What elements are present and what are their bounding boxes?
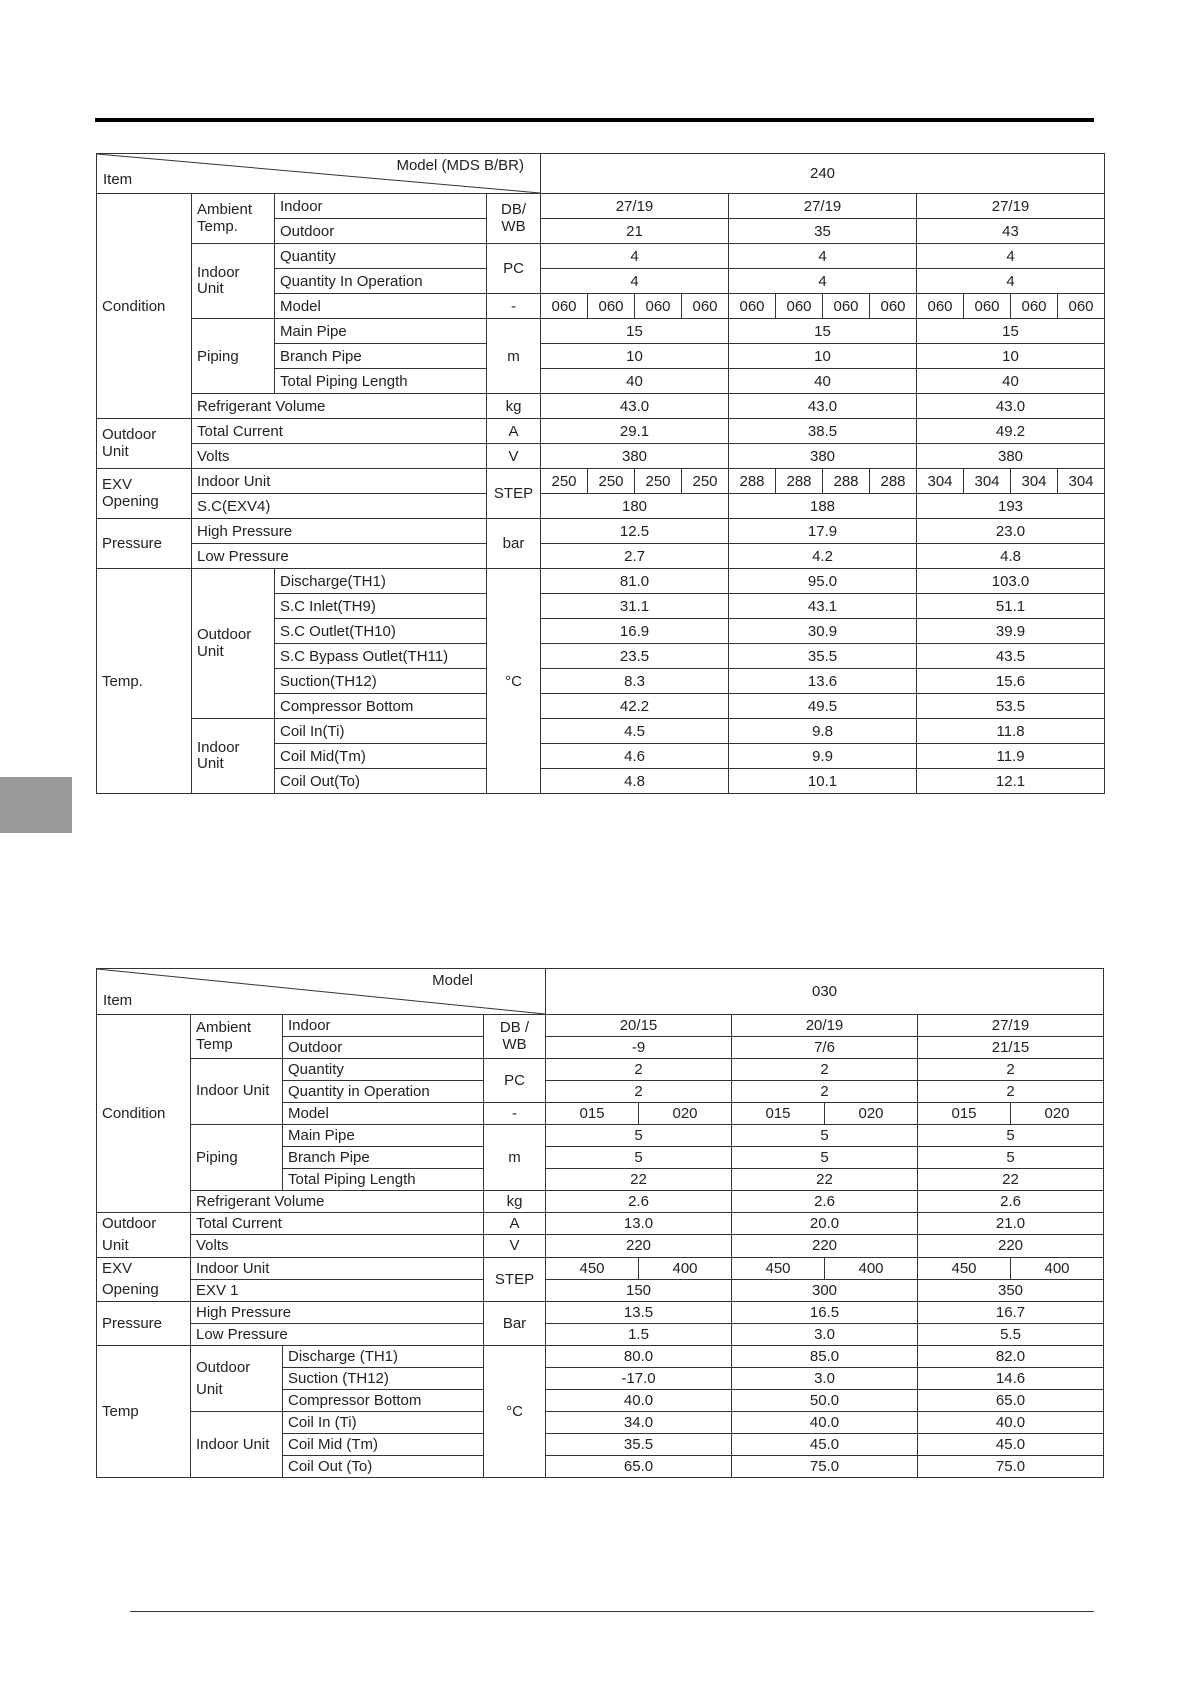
temp-value: 4.6 xyxy=(541,744,729,769)
pressure-label: Pressure xyxy=(97,519,192,569)
model-cell: 015 xyxy=(918,1103,1011,1125)
model-cell: 060 xyxy=(635,294,682,319)
total-piping-value: 22 xyxy=(918,1169,1104,1191)
temp-value: 51.1 xyxy=(917,594,1105,619)
low-pressure-label: Low Pressure xyxy=(191,1324,484,1346)
volts-label: Volts xyxy=(191,1235,484,1257)
temp-value: 31.1 xyxy=(541,594,729,619)
temp-indoor-unit-label: Indoor Unit xyxy=(191,1412,283,1478)
item-label: Item xyxy=(103,171,133,188)
sc-exv4-label: S.C(EXV4) xyxy=(192,494,487,519)
high-pressure-value: 13.5 xyxy=(546,1302,732,1324)
refrigerant-value: 43.0 xyxy=(541,394,729,419)
deg-c-unit: °C xyxy=(487,569,541,794)
ambient-outdoor-value: -9 xyxy=(546,1037,732,1059)
main-pipe-value: 5 xyxy=(918,1125,1104,1147)
branch-pipe-value: 10 xyxy=(917,344,1105,369)
branch-pipe-value: 10 xyxy=(729,344,917,369)
temp-value: 9.8 xyxy=(729,719,917,744)
item-model-header xyxy=(97,969,546,1015)
total-piping-label: Total Piping Length xyxy=(275,369,487,394)
total-current-value: 29.1 xyxy=(541,419,729,444)
kg-unit: kg xyxy=(484,1191,546,1213)
temp-outdoor-unit-label: Outdoor Unit xyxy=(192,569,275,719)
volts-value: 380 xyxy=(729,444,917,469)
main-pipe-label: Main Pipe xyxy=(283,1125,484,1147)
exv1-value: 150 xyxy=(546,1279,732,1301)
volts-label: Volts xyxy=(192,444,487,469)
temp-value: 11.9 xyxy=(917,744,1105,769)
temp-value: 40.0 xyxy=(546,1390,732,1412)
indoor-unit-label: Indoor Unit xyxy=(192,244,275,319)
performance-table-030 xyxy=(96,968,1104,1478)
model-label: Model xyxy=(432,972,473,989)
main-pipe-value: 15 xyxy=(917,319,1105,344)
quantity-value: 4 xyxy=(729,244,917,269)
total-current-value: 20.0 xyxy=(732,1213,918,1235)
ambient-outdoor-value: 35 xyxy=(729,219,917,244)
high-pressure-value: 12.5 xyxy=(541,519,729,544)
model-cell: 060 xyxy=(682,294,729,319)
sc-exv4-value: 188 xyxy=(729,494,917,519)
temp-value: 42.2 xyxy=(541,694,729,719)
piping-label: Piping xyxy=(191,1125,283,1191)
temp-value: 34.0 xyxy=(546,1412,732,1434)
top-rule xyxy=(95,118,1094,122)
temp-value: 4.5 xyxy=(541,719,729,744)
temp-value: 53.5 xyxy=(917,694,1105,719)
item-label: Item xyxy=(103,992,133,1009)
step-unit: STEP xyxy=(484,1257,546,1302)
outdoor-label: Outdoor xyxy=(283,1037,484,1059)
temp-value: 11.8 xyxy=(917,719,1105,744)
temp-value: 16.9 xyxy=(541,619,729,644)
quantity-operation-label: Quantity in Operation xyxy=(283,1081,484,1103)
model-cell: 015 xyxy=(732,1103,825,1125)
temp-row-label: Suction(TH12) xyxy=(275,669,487,694)
ambient-outdoor-value: 21 xyxy=(541,219,729,244)
volts-value: 220 xyxy=(546,1235,732,1257)
refrigerant-volume-label: Refrigerant Volume xyxy=(192,394,487,419)
temp-value: 80.0 xyxy=(546,1346,732,1368)
exv-opening-label: EXV Opening xyxy=(97,1257,191,1302)
ambient-outdoor-value: 7/6 xyxy=(732,1037,918,1059)
low-pressure-value: 2.7 xyxy=(541,544,729,569)
outdoor-label: Outdoor xyxy=(275,219,487,244)
total-current-value: 21.0 xyxy=(918,1213,1104,1235)
temp-value: 13.6 xyxy=(729,669,917,694)
bottom-rule xyxy=(130,1611,1094,1612)
sc-exv4-value: 180 xyxy=(541,494,729,519)
quantity-value: 2 xyxy=(546,1059,732,1081)
exv-cell: 250 xyxy=(635,469,682,494)
model-value: 240 xyxy=(541,154,1105,194)
temp-row-label: Compressor Bottom xyxy=(275,694,487,719)
temp-row-label: Coil In(Ti) xyxy=(275,719,487,744)
temp-value: 85.0 xyxy=(732,1346,918,1368)
exv1-label: EXV 1 xyxy=(191,1279,484,1301)
temp-row-label: Coil Out (To) xyxy=(283,1456,484,1478)
ambient-indoor-value: 27/19 xyxy=(917,194,1105,219)
total-current-label: Total Current xyxy=(192,419,487,444)
model-label: Model (MDS B/BR) xyxy=(396,157,524,174)
ambient-outdoor-value: 43 xyxy=(917,219,1105,244)
pc-unit: PC xyxy=(484,1059,546,1103)
quantity-operation-value: 4 xyxy=(917,269,1105,294)
exv-cell: 450 xyxy=(732,1257,825,1279)
kg-unit: kg xyxy=(487,394,541,419)
temp-value: 14.6 xyxy=(918,1368,1104,1390)
refrigerant-value: 2.6 xyxy=(918,1191,1104,1213)
ambient-indoor-value: 20/19 xyxy=(732,1015,918,1037)
performance-table-240 xyxy=(96,153,1105,794)
exv-indoor-label: Indoor Unit xyxy=(191,1257,484,1279)
temp-row-label: Coil Out(To) xyxy=(275,769,487,794)
temp-outdoor-unit-label: Outdoor Unit xyxy=(191,1346,283,1412)
ambient-indoor-value: 27/19 xyxy=(729,194,917,219)
quantity-value: 2 xyxy=(918,1059,1104,1081)
temp-value: -17.0 xyxy=(546,1368,732,1390)
m-unit: m xyxy=(487,319,541,394)
refrigerant-value: 2.6 xyxy=(732,1191,918,1213)
refrigerant-value: 2.6 xyxy=(546,1191,732,1213)
model-cell: 020 xyxy=(825,1103,918,1125)
model-cell: 060 xyxy=(870,294,917,319)
temp-row-label: Coil Mid (Tm) xyxy=(283,1434,484,1456)
a-unit: A xyxy=(487,419,541,444)
condition-label: Condition xyxy=(97,194,192,419)
model-cell: 060 xyxy=(1011,294,1058,319)
temp-indoor-unit-label: Indoor Unit xyxy=(192,719,275,794)
refrigerant-volume-label: Refrigerant Volume xyxy=(191,1191,484,1213)
side-tab xyxy=(0,777,72,833)
low-pressure-value: 4.2 xyxy=(729,544,917,569)
low-pressure-value: 3.0 xyxy=(732,1324,918,1346)
branch-pipe-value: 5 xyxy=(918,1147,1104,1169)
model-cell: 060 xyxy=(964,294,1011,319)
model-cell: 015 xyxy=(546,1103,639,1125)
exv-cell: 400 xyxy=(639,1257,732,1279)
temp-row-label: S.C Outlet(TH10) xyxy=(275,619,487,644)
ambient-temp-label: Ambient Temp xyxy=(191,1015,283,1059)
ambient-indoor-value: 20/15 xyxy=(546,1015,732,1037)
model-row-label: Model xyxy=(283,1103,484,1125)
dbwb-unit: DB/ WB xyxy=(487,194,541,244)
deg-c-unit: °C xyxy=(484,1346,546,1478)
total-piping-value: 40 xyxy=(541,369,729,394)
temp-value: 30.9 xyxy=(729,619,917,644)
temp-row-label: Compressor Bottom xyxy=(283,1390,484,1412)
quantity-operation-label: Quantity In Operation xyxy=(275,269,487,294)
exv-cell: 400 xyxy=(1011,1257,1104,1279)
exv-cell: 250 xyxy=(682,469,729,494)
temp-row-label: S.C Inlet(TH9) xyxy=(275,594,487,619)
indoor-label: Indoor xyxy=(283,1015,484,1037)
exv-cell: 304 xyxy=(1011,469,1058,494)
exv-cell: 450 xyxy=(546,1257,639,1279)
low-pressure-value: 1.5 xyxy=(546,1324,732,1346)
model-cell: 060 xyxy=(776,294,823,319)
main-pipe-value: 5 xyxy=(546,1125,732,1147)
temp-value: 82.0 xyxy=(918,1346,1104,1368)
outdoor-unit-label: Outdoor Unit xyxy=(97,1213,191,1258)
branch-pipe-value: 5 xyxy=(732,1147,918,1169)
temp-value: 8.3 xyxy=(541,669,729,694)
ambient-temp-label: Ambient Temp. xyxy=(192,194,275,244)
main-pipe-value: 15 xyxy=(729,319,917,344)
volts-value: 220 xyxy=(732,1235,918,1257)
temp-value: 50.0 xyxy=(732,1390,918,1412)
total-current-value: 49.2 xyxy=(917,419,1105,444)
temp-value: 103.0 xyxy=(917,569,1105,594)
quantity-operation-value: 2 xyxy=(732,1081,918,1103)
quantity-label: Quantity xyxy=(283,1059,484,1081)
temp-row-label: Discharge(TH1) xyxy=(275,569,487,594)
step-unit: STEP xyxy=(487,469,541,519)
exv-indoor-label: Indoor Unit xyxy=(192,469,487,494)
temp-value: 81.0 xyxy=(541,569,729,594)
quantity-operation-value: 4 xyxy=(729,269,917,294)
exv-cell: 304 xyxy=(964,469,1011,494)
total-piping-label: Total Piping Length xyxy=(283,1169,484,1191)
pressure-label: Pressure xyxy=(97,1302,191,1346)
a-unit: A xyxy=(484,1213,546,1235)
volts-value: 380 xyxy=(917,444,1105,469)
quantity-operation-value: 2 xyxy=(918,1081,1104,1103)
low-pressure-label: Low Pressure xyxy=(192,544,487,569)
exv-cell: 288 xyxy=(776,469,823,494)
temp-row-label: S.C Bypass Outlet(TH11) xyxy=(275,644,487,669)
dash-unit: - xyxy=(487,294,541,319)
v-unit: V xyxy=(487,444,541,469)
indoor-label: Indoor xyxy=(275,194,487,219)
low-pressure-value: 5.5 xyxy=(918,1324,1104,1346)
quantity-value: 4 xyxy=(541,244,729,269)
temp-value: 75.0 xyxy=(918,1456,1104,1478)
exv-cell: 288 xyxy=(870,469,917,494)
ambient-indoor-value: 27/19 xyxy=(541,194,729,219)
total-piping-value: 40 xyxy=(729,369,917,394)
temp-label: Temp. xyxy=(97,569,192,794)
total-piping-value: 22 xyxy=(732,1169,918,1191)
temp-value: 39.9 xyxy=(917,619,1105,644)
temp-value: 12.1 xyxy=(917,769,1105,794)
main-pipe-value: 15 xyxy=(541,319,729,344)
v-unit: V xyxy=(484,1235,546,1257)
model-cell: 060 xyxy=(823,294,870,319)
bar-unit: Bar xyxy=(484,1302,546,1346)
model-cell: 020 xyxy=(639,1103,732,1125)
total-current-value: 13.0 xyxy=(546,1213,732,1235)
temp-value: 40.0 xyxy=(732,1412,918,1434)
main-pipe-value: 5 xyxy=(732,1125,918,1147)
volts-value: 380 xyxy=(541,444,729,469)
temp-value: 3.0 xyxy=(732,1368,918,1390)
temp-row-label: Coil Mid(Tm) xyxy=(275,744,487,769)
ambient-indoor-value: 27/19 xyxy=(918,1015,1104,1037)
exv-cell: 400 xyxy=(825,1257,918,1279)
exv-cell: 250 xyxy=(588,469,635,494)
exv-opening-label: EXV Opening xyxy=(97,469,192,519)
temp-value: 75.0 xyxy=(732,1456,918,1478)
m-unit: m xyxy=(484,1125,546,1191)
branch-pipe-value: 10 xyxy=(541,344,729,369)
temp-value: 35.5 xyxy=(729,644,917,669)
temp-value: 43.5 xyxy=(917,644,1105,669)
quantity-operation-value: 2 xyxy=(546,1081,732,1103)
branch-pipe-label: Branch Pipe xyxy=(275,344,487,369)
temp-row-label: Discharge (TH1) xyxy=(283,1346,484,1368)
refrigerant-value: 43.0 xyxy=(917,394,1105,419)
total-piping-value: 40 xyxy=(917,369,1105,394)
high-pressure-value: 17.9 xyxy=(729,519,917,544)
model-value: 030 xyxy=(546,969,1104,1015)
item-model-header xyxy=(97,154,541,194)
model-cell: 060 xyxy=(917,294,964,319)
high-pressure-label: High Pressure xyxy=(191,1302,484,1324)
refrigerant-value: 43.0 xyxy=(729,394,917,419)
high-pressure-value: 16.5 xyxy=(732,1302,918,1324)
exv-cell: 288 xyxy=(729,469,776,494)
high-pressure-value: 23.0 xyxy=(917,519,1105,544)
exv1-value: 300 xyxy=(732,1279,918,1301)
temp-value: 40.0 xyxy=(918,1412,1104,1434)
exv1-value: 350 xyxy=(918,1279,1104,1301)
high-pressure-value: 16.7 xyxy=(918,1302,1104,1324)
model-cell: 060 xyxy=(1058,294,1105,319)
temp-value: 45.0 xyxy=(732,1434,918,1456)
piping-label: Piping xyxy=(192,319,275,394)
ambient-outdoor-value: 21/15 xyxy=(918,1037,1104,1059)
temp-value: 15.6 xyxy=(917,669,1105,694)
quantity-value: 4 xyxy=(917,244,1105,269)
dbwb-unit: DB / WB xyxy=(484,1015,546,1059)
exv-cell: 250 xyxy=(541,469,588,494)
temp-value: 65.0 xyxy=(918,1390,1104,1412)
branch-pipe-value: 5 xyxy=(546,1147,732,1169)
exv-cell: 288 xyxy=(823,469,870,494)
dash-unit: - xyxy=(484,1103,546,1125)
total-current-label: Total Current xyxy=(191,1213,484,1235)
temp-row-label: Suction (TH12) xyxy=(283,1368,484,1390)
model-cell: 020 xyxy=(1011,1103,1104,1125)
quantity-operation-value: 4 xyxy=(541,269,729,294)
temp-value: 4.8 xyxy=(541,769,729,794)
temp-value: 10.1 xyxy=(729,769,917,794)
model-row-label: Model xyxy=(275,294,487,319)
quantity-value: 2 xyxy=(732,1059,918,1081)
temp-value: 45.0 xyxy=(918,1434,1104,1456)
temp-value: 23.5 xyxy=(541,644,729,669)
main-pipe-label: Main Pipe xyxy=(275,319,487,344)
indoor-unit-label: Indoor Unit xyxy=(191,1059,283,1125)
exv-cell: 304 xyxy=(917,469,964,494)
model-cell: 060 xyxy=(541,294,588,319)
temp-value: 35.5 xyxy=(546,1434,732,1456)
temp-row-label: Coil In (Ti) xyxy=(283,1412,484,1434)
temp-value: 95.0 xyxy=(729,569,917,594)
total-piping-value: 22 xyxy=(546,1169,732,1191)
high-pressure-label: High Pressure xyxy=(192,519,487,544)
exv-cell: 450 xyxy=(918,1257,1011,1279)
sc-exv4-value: 193 xyxy=(917,494,1105,519)
exv-cell: 304 xyxy=(1058,469,1105,494)
model-cell: 060 xyxy=(588,294,635,319)
pc-unit: PC xyxy=(487,244,541,294)
low-pressure-value: 4.8 xyxy=(917,544,1105,569)
temp-label: Temp xyxy=(97,1346,191,1478)
model-cell: 060 xyxy=(729,294,776,319)
bar-unit: bar xyxy=(487,519,541,569)
quantity-label: Quantity xyxy=(275,244,487,269)
temp-value: 43.1 xyxy=(729,594,917,619)
total-current-value: 38.5 xyxy=(729,419,917,444)
temp-value: 49.5 xyxy=(729,694,917,719)
outdoor-unit-label: Outdoor Unit xyxy=(97,419,192,469)
volts-value: 220 xyxy=(918,1235,1104,1257)
condition-label: Condition xyxy=(97,1015,191,1213)
branch-pipe-label: Branch Pipe xyxy=(283,1147,484,1169)
temp-value: 9.9 xyxy=(729,744,917,769)
temp-value: 65.0 xyxy=(546,1456,732,1478)
